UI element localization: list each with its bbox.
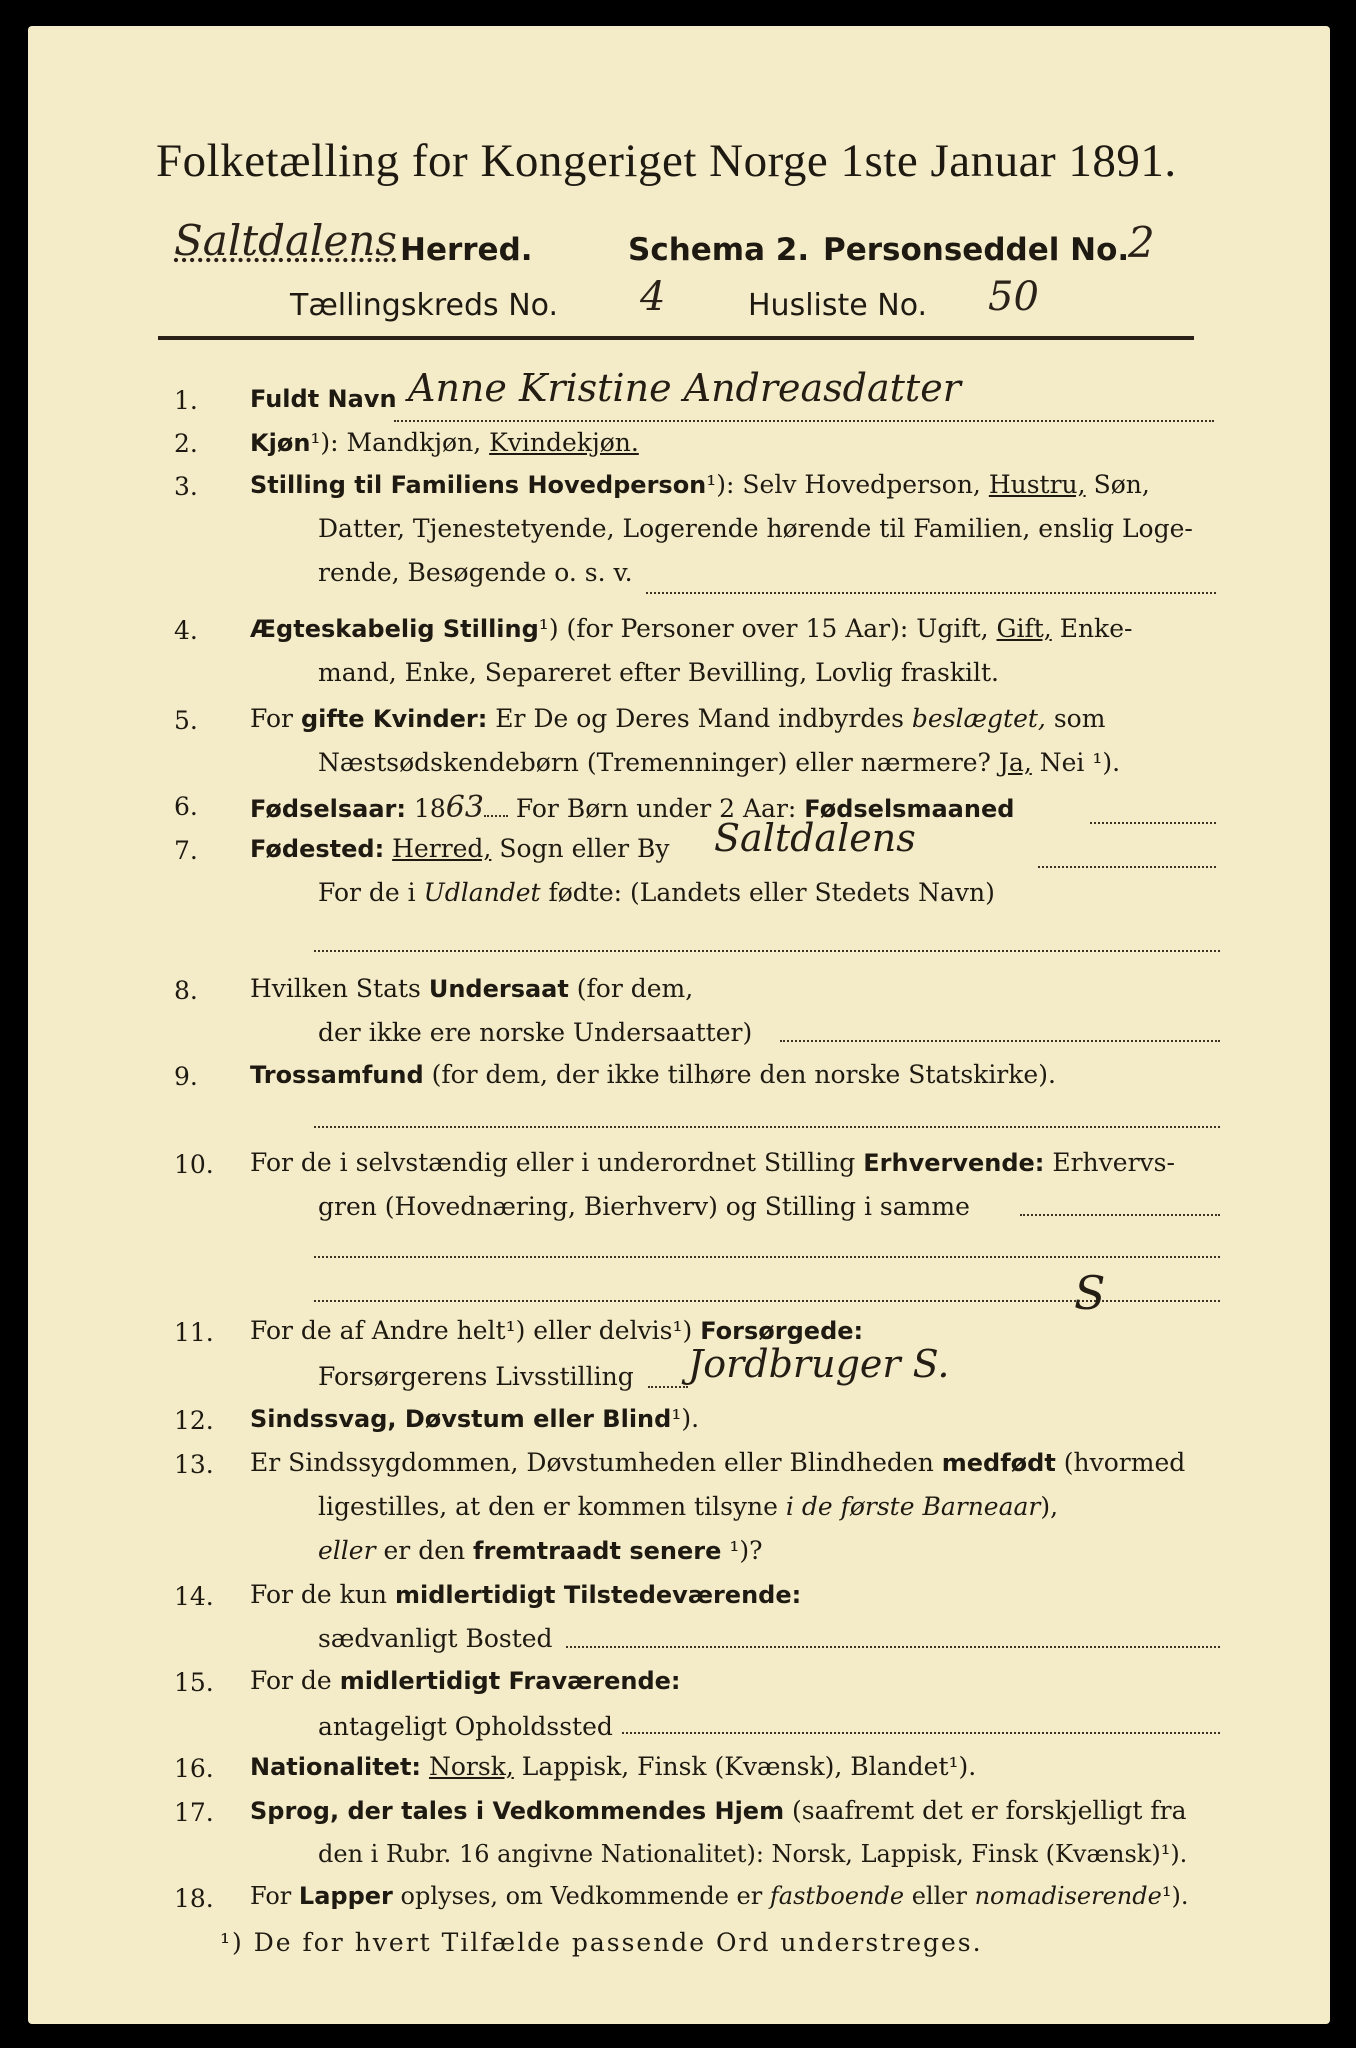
kreds-value: 4	[640, 274, 666, 320]
dotted-line	[1020, 1212, 1220, 1216]
item-number: 1.	[174, 386, 198, 415]
q15-line-2: antageligt Opholdssted	[318, 1712, 613, 1741]
dotted-line	[1090, 820, 1216, 824]
item-number: 4.	[174, 616, 198, 645]
item-number: 3.	[174, 472, 198, 501]
q18-line: For Lapper oplyses, om Vedkommende er fastboende eller nomadiserende¹).	[250, 1882, 1189, 1910]
item-number: 16.	[174, 1754, 214, 1783]
item-number: 7.	[174, 836, 198, 865]
q11-margin-mark: S	[1074, 1266, 1106, 1320]
q9-line: Trossamfund (for dem, der ikke tilhøre den norske Statskirke).	[250, 1060, 1056, 1089]
q2-line: Kjøn¹): Mandkjøn, Kvindekjøn.	[250, 428, 639, 457]
footnote: ¹) De for hvert Tilfælde passende Ord understreges.	[220, 1928, 983, 1957]
item-number: 6.	[174, 792, 198, 821]
q3-line-1: Stilling til Familiens Hovedperson¹): Selv Hovedperson, Hustru, Søn,	[250, 470, 1150, 499]
item-number: 15.	[174, 1668, 214, 1697]
q13-line-3: eller er den fremtraadt senere ¹)?	[318, 1536, 763, 1565]
dotted-line	[314, 1124, 1220, 1128]
q11-line-2: Forsørgerens Livsstilling	[318, 1362, 634, 1391]
kreds-label: Tællingskreds No.	[290, 288, 558, 323]
herred-label: Herred.	[400, 232, 533, 268]
q10-line-2: gren (Hovednæring, Bierhverv) og Stilling i samme	[318, 1192, 970, 1221]
q11-line-1: For de af Andre helt¹) eller delvis¹) Forsørgede:	[250, 1316, 864, 1345]
q8-line-2: der ikke ere norske Undersaatter)	[318, 1018, 753, 1047]
q5-line-1: For gifte Kvinder: Er De og Deres Mand indbyrdes beslægtet, som	[250, 704, 1106, 733]
q3-line-3: rende, Besøgende o. s. v.	[318, 558, 633, 587]
item-number: 18.	[174, 1884, 214, 1913]
dotted-line	[314, 948, 1220, 952]
dotted-line	[1038, 864, 1216, 868]
item-number: 11.	[174, 1318, 214, 1347]
dotted-line	[646, 590, 1216, 594]
personseddel-label: Personseddel No.	[823, 232, 1130, 268]
q8-line-1: Hvilken Stats Undersaat (for dem,	[250, 974, 694, 1003]
q7-birthplace-value: Saltdalens	[714, 816, 916, 860]
dotted-line	[622, 1730, 1220, 1734]
q17-line-1: Sprog, der tales i Vedkommendes Hjem (saafremt det er forskjelligt fra	[250, 1796, 1187, 1825]
q4-line-2: mand, Enke, Separeret efter Bevilling, Lovlig fraskilt.	[318, 658, 999, 687]
census-form	[28, 26, 1330, 2024]
husliste-label: Husliste No.	[748, 288, 928, 323]
item-number: 2.	[174, 429, 198, 458]
q3-line-2: Datter, Tjenestetyende, Logerende hørende til Familien, enslig Loge-	[318, 514, 1193, 543]
q4-line-1: Ægteskabelig Stilling¹) (for Personer over 15 Aar): Ugift, Gift, Enke-	[250, 614, 1133, 643]
q10-line-1: For de i selvstændig eller i underordnet Stilling Erhvervende: Erhvervs-	[250, 1148, 1175, 1177]
q14-line-2: sædvanligt Bosted	[318, 1624, 553, 1653]
item-number: 17.	[174, 1798, 214, 1827]
herred-value: Saltdalens	[174, 216, 397, 265]
q6-line: Fødselsaar: 1863 For Børn under 2 Aar: Fødselsmaaned	[250, 790, 1015, 825]
item-number: 8.	[174, 976, 198, 1005]
dotted-line	[566, 1644, 1220, 1648]
dotted-line	[648, 1384, 688, 1388]
q13-line-2: ligestilles, at den er kommen tilsyne i de første Barneaar),	[318, 1492, 1059, 1521]
husliste-value: 50	[988, 274, 1039, 320]
q11-provider-value: Jordbruger S.	[688, 1342, 950, 1386]
item-number: 12.	[174, 1406, 214, 1435]
dotted-line	[314, 1254, 1220, 1258]
item-number: 13.	[174, 1450, 214, 1479]
q7-line-1: Fødested: Herred, Sogn eller By	[250, 834, 670, 863]
q17-line-2: den i Rubr. 16 angivne Nationalitet): Norsk, Lappisk, Finsk (Kvænsk)¹).	[318, 1840, 1188, 1868]
q1-name-value: Anne Kristine Andreasdatter	[408, 366, 961, 410]
personseddel-value: 2	[1128, 218, 1155, 267]
item-number: 14.	[174, 1582, 214, 1611]
q16-line: Nationalitet: Norsk, Lappisk, Finsk (Kvænsk), Blandet¹).	[250, 1752, 977, 1781]
q7-line-2: For de i Udlandet fødte: (Landets eller Stedets Navn)	[318, 878, 995, 907]
item-number: 5.	[174, 706, 198, 735]
form-title: Folketælling for Kongeriget Norge 1ste Januar 1891.	[156, 135, 1177, 187]
header-rule	[158, 336, 1194, 340]
q13-line-1: Er Sindssygdommen, Døvstumheden eller Blindheden medfødt (hvormed	[250, 1448, 1186, 1477]
item-number: 10.	[174, 1150, 214, 1179]
item-number: 9.	[174, 1062, 198, 1091]
schema-label: Schema 2.	[628, 232, 810, 268]
q14-line-1: For de kun midlertidigt Tilstedeværende:	[250, 1580, 802, 1609]
q5-line-2: Næstsødskendebørn (Tremenninger) eller nærmere? Ja, Nei ¹).	[318, 748, 1121, 777]
dotted-line	[394, 418, 1214, 422]
dotted-line	[780, 1038, 1220, 1042]
q15-line-1: For de midlertidigt Fraværende:	[250, 1666, 681, 1695]
q1-label: Fuldt Navn	[250, 385, 397, 413]
q12-line: Sindssvag, Døvstum eller Blind¹).	[250, 1404, 700, 1433]
